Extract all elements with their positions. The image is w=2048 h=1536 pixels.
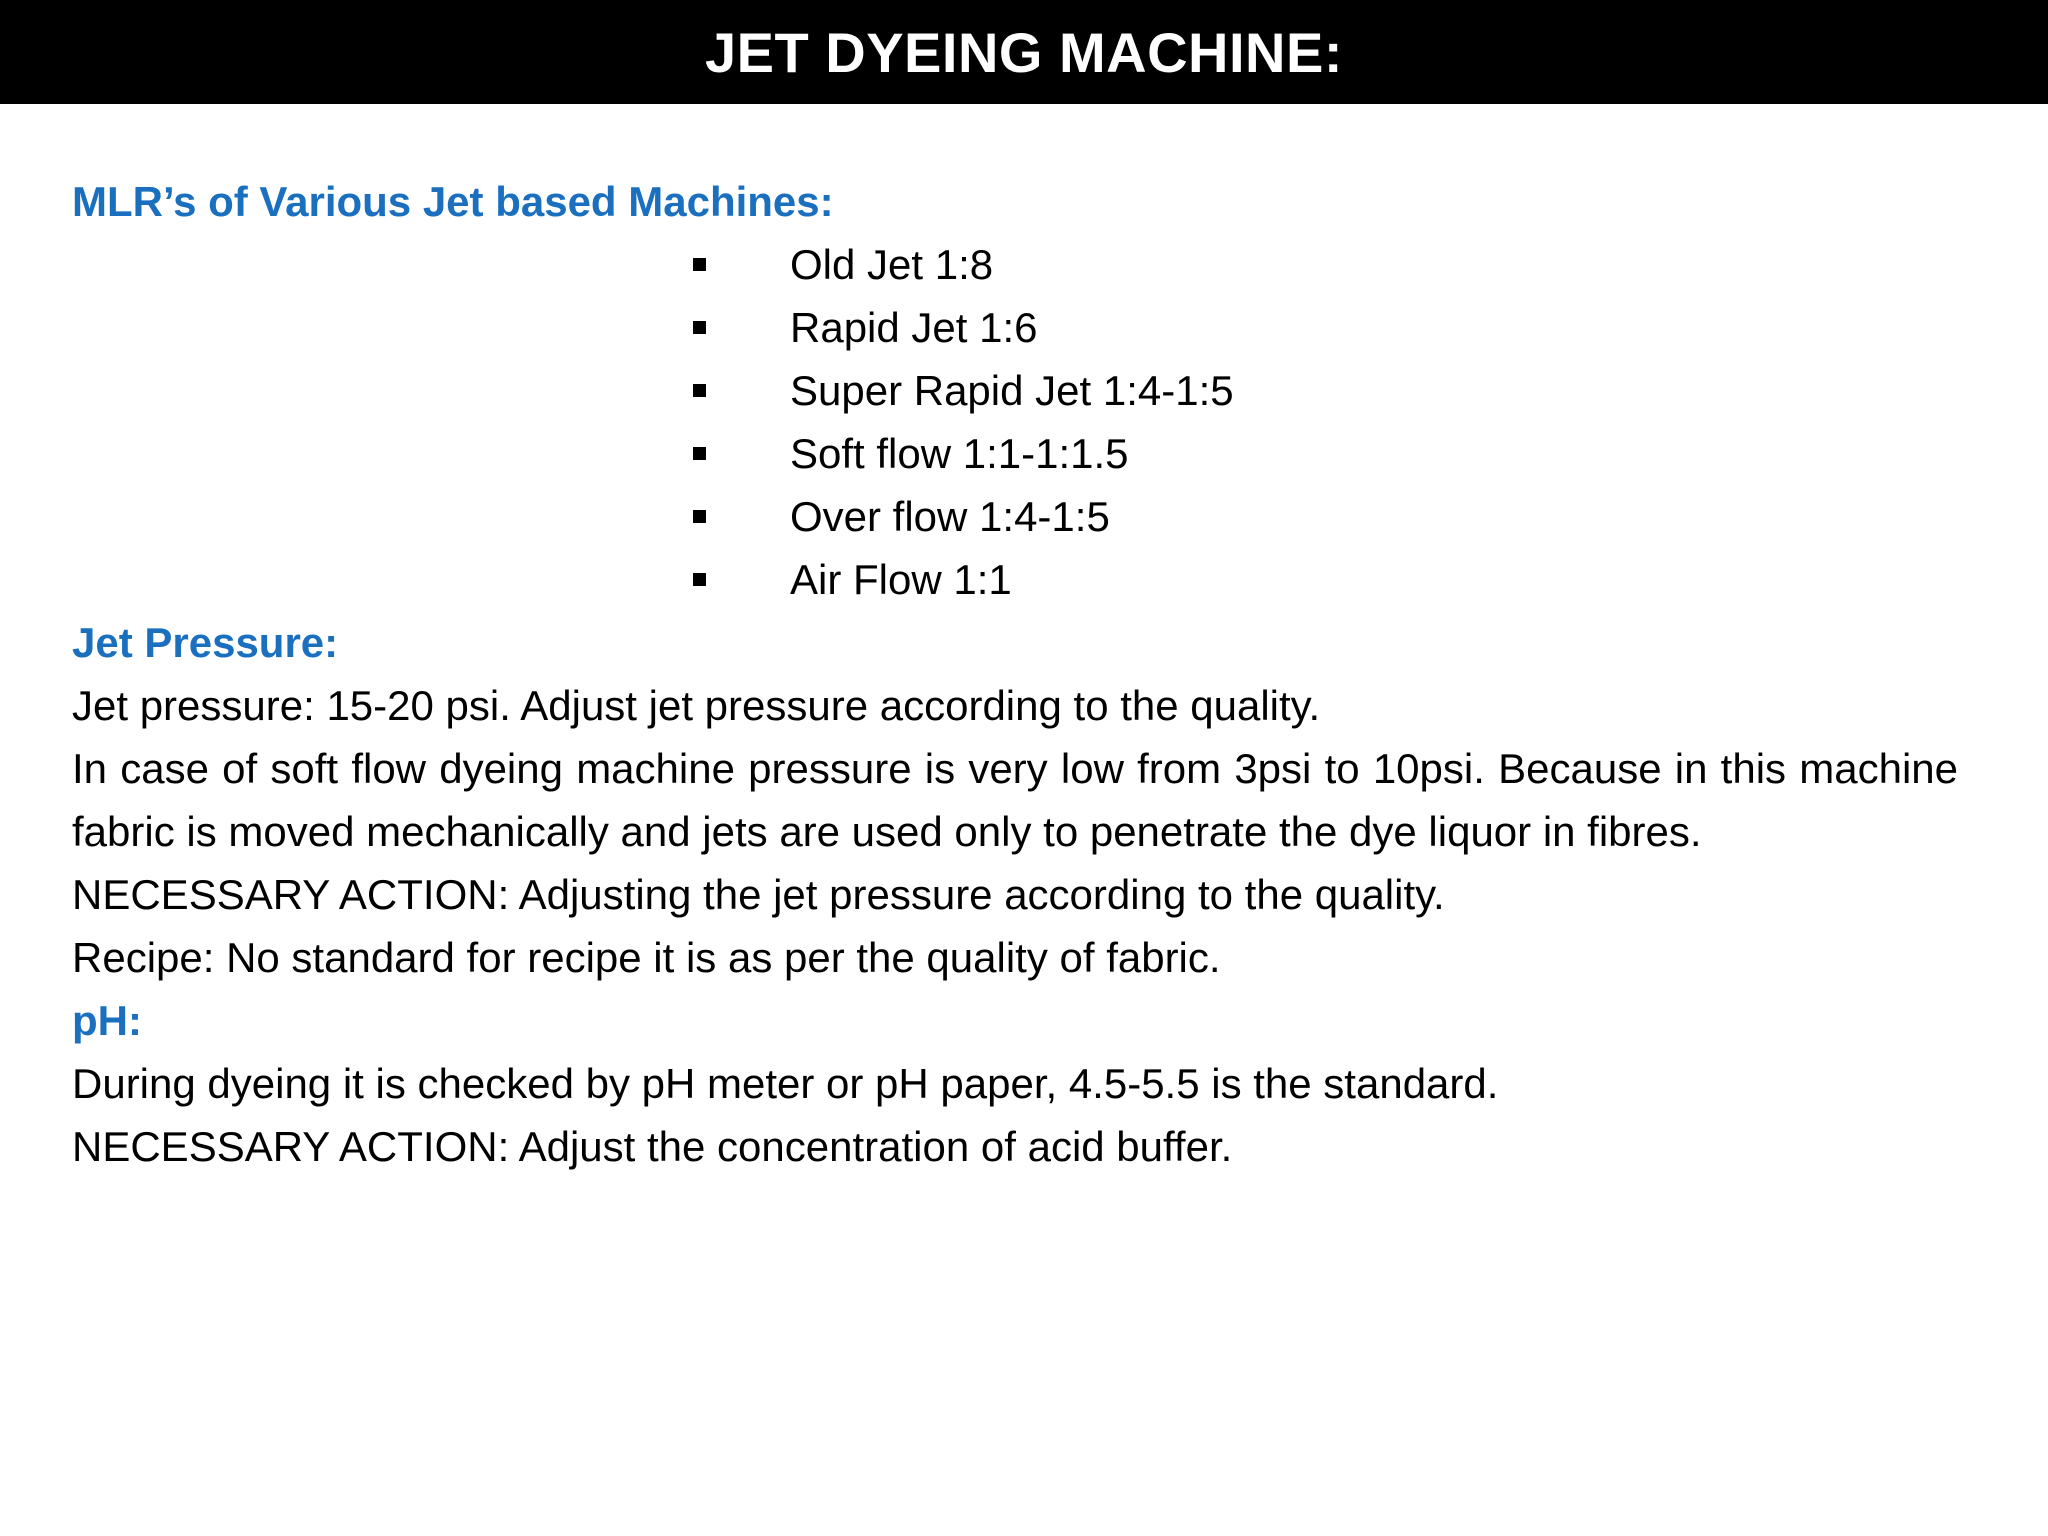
list-item (690, 233, 1958, 296)
list-item-text: Old Jet 1:8 (790, 241, 994, 288)
mlr-heading: MLR’s of Various Jet based Machines: (72, 178, 834, 225)
square-bullet-icon (693, 258, 706, 271)
jet-pressure-value-text: Jet pressure: 15-20 psi. Adjust jet pressure according to the quality. (72, 682, 1321, 729)
list-item-text: Over flow 1:4-1:5 (790, 493, 1110, 540)
soft-flow-pressure-text: In case of soft flow dyeing machine pressure is very low from 3psi to 10psi. Because in this machine fabric is moved mechanically and jets are used only to penetrate the dye liquor in fibres. (72, 745, 1958, 855)
ph-standard-text: During dyeing it is checked by pH meter or pH paper, 4.5-5.5 is the standard. (72, 1060, 1499, 1107)
list-item (690, 422, 1958, 485)
square-bullet-icon (693, 447, 706, 460)
square-bullet-icon (693, 384, 706, 397)
recipe-text: Recipe: No standard for recipe it is as per the quality of fabric. (72, 934, 1221, 981)
list-item (690, 485, 1958, 548)
ph-heading: pH: (72, 997, 142, 1044)
square-bullet-icon (693, 573, 706, 586)
list-item (690, 548, 1958, 611)
square-bullet-icon (693, 510, 706, 523)
list-item (690, 296, 1958, 359)
mlr-list (690, 233, 1958, 611)
title-bar (0, 0, 2048, 104)
jet-pressure-action-text: NECESSARY ACTION: Adjusting the jet pressure according to the quality. (72, 871, 1445, 918)
list-item-text: Super Rapid Jet 1:4-1:5 (790, 367, 1234, 414)
ph-action-text: NECESSARY ACTION: Adjust the concentration of acid buffer. (72, 1123, 1233, 1170)
jet-pressure-heading: Jet Pressure: (72, 619, 339, 666)
list-item-text: Soft flow 1:1-1:1.5 (790, 430, 1129, 477)
slide-title: JET DYEING MACHINE: (705, 20, 1343, 84)
list-item (690, 359, 1958, 422)
list-item-text: Air Flow 1:1 (790, 556, 1012, 603)
slide-content (72, 170, 1958, 1178)
list-item-text: Rapid Jet 1:6 (790, 304, 1038, 351)
square-bullet-icon (693, 321, 706, 334)
